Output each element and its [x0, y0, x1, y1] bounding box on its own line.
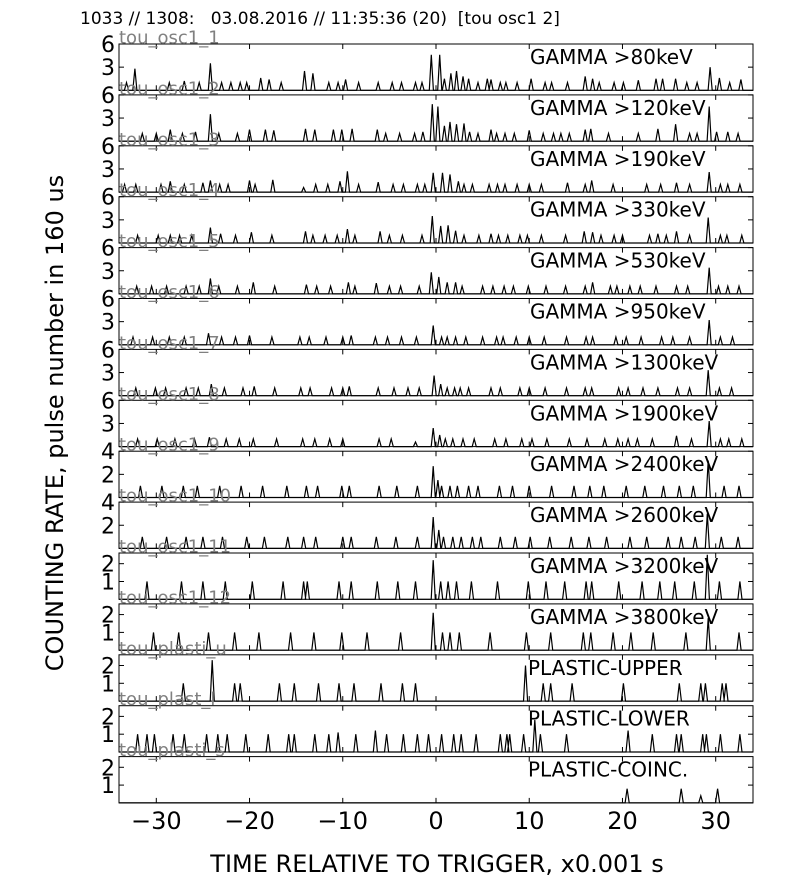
x-tick-label: −10 — [317, 806, 369, 835]
channel-tag: tou_osc1_10 — [119, 485, 232, 507]
y-tick-label: 6 — [101, 389, 115, 415]
panel-title: GAMMA >80keV — [530, 45, 693, 69]
y-tick-label: 3 — [101, 310, 115, 336]
y-tick-label: 3 — [101, 56, 115, 82]
y-tick-label: 6 — [101, 287, 115, 313]
y-tick-label: 2 — [101, 552, 115, 578]
y-tick-label: 2 — [101, 654, 115, 680]
panel-title: GAMMA >1300keV — [530, 350, 719, 375]
y-tick-label: 1 — [101, 570, 115, 596]
channel-tag: tou_osc1_8 — [119, 383, 220, 405]
y-tick-label: 3 — [101, 259, 115, 285]
channel-tag: tou_osc1_5 — [119, 231, 220, 253]
x-tick-label: −30 — [130, 806, 182, 835]
chart-header: 1033 // 1308: 03.08.2016 // 11:35:36 (20) [tou osc1 2] — [80, 9, 560, 29]
channel-tag: tou_plast_l — [119, 689, 216, 711]
y-tick-label: 6 — [101, 338, 115, 364]
panel-title: GAMMA >120keV — [530, 95, 706, 120]
y-tick-label: 2 — [101, 463, 115, 489]
y-tick-label: 6 — [101, 185, 115, 211]
channel-tag: tou_osc1_7 — [119, 332, 220, 354]
channel-tag: tou_plasti_s — [119, 740, 225, 762]
channel-tag: tou_osc1_3 — [119, 129, 220, 151]
panels-layer — [101, 28, 753, 835]
x-tick-label: 30 — [700, 806, 731, 835]
y-tick-label: 3 — [101, 412, 115, 438]
y-tick-label: 1 — [101, 723, 115, 749]
y-tick-label: 6 — [101, 83, 115, 109]
y-tick-label: 4 — [101, 491, 115, 517]
panel-title: PLASTIC-UPPER — [528, 655, 683, 680]
y-tick-label: 6 — [101, 236, 115, 262]
y-tick-label: 3 — [101, 361, 115, 387]
panel-title: GAMMA >2400keV — [530, 452, 719, 477]
y-tick-label: 3 — [101, 157, 115, 183]
panel-title: GAMMA >190keV — [530, 146, 706, 171]
panel-title: GAMMA >3800keV — [530, 604, 719, 629]
y-axis-label: COUNTING RATE, pulse number in 160 us — [41, 174, 69, 672]
channel-tag: tou_osc1_12 — [119, 587, 232, 609]
y-tick-label: 3 — [101, 208, 115, 234]
channel-tag: tou_plasti_u — [119, 638, 227, 660]
panel-title: GAMMA >1900keV — [530, 401, 719, 426]
panel-title: GAMMA >530keV — [530, 248, 706, 273]
x-tick-label: 10 — [513, 806, 545, 835]
panel-title: GAMMA >330keV — [530, 197, 706, 222]
y-tick-label: 2 — [101, 514, 115, 540]
y-tick-label: 1 — [101, 774, 115, 800]
channel-tag: tou_osc1_2 — [119, 78, 220, 100]
y-tick-label: 2 — [101, 705, 115, 731]
panel-title: GAMMA >950keV — [530, 299, 706, 324]
x-tick-label: 0 — [428, 806, 444, 835]
channel-tag: tou_osc1_11 — [119, 536, 232, 558]
channel-tag: tou_osc1_9 — [119, 434, 220, 456]
y-tick-label: 2 — [101, 603, 115, 629]
y-tick-label: 1 — [101, 621, 115, 647]
y-tick-label: 4 — [101, 440, 115, 466]
channel-tag: tou_osc1_1 — [119, 27, 220, 49]
y-tick-label: 6 — [101, 134, 115, 160]
x-axis-label: TIME RELATIVE TO TRIGGER, x0.001 s — [210, 850, 664, 878]
x-tick-label: −20 — [224, 806, 275, 835]
panel-title: PLASTIC-LOWER — [528, 706, 690, 731]
y-tick-label: 1 — [101, 672, 115, 698]
panel-title: PLASTIC-COINC. — [528, 757, 689, 782]
panel-title: GAMMA >2600keV — [530, 503, 719, 528]
panel-title: GAMMA >3200keV — [530, 554, 719, 578]
y-tick-label: 3 — [101, 107, 115, 133]
channel-tag: tou_osc1_6 — [119, 282, 220, 303]
channel-tag: tou_osc1_4 — [119, 180, 220, 202]
x-tick-label: 20 — [607, 806, 638, 835]
y-tick-label: 2 — [101, 756, 115, 782]
y-tick-label: 6 — [101, 33, 115, 58]
